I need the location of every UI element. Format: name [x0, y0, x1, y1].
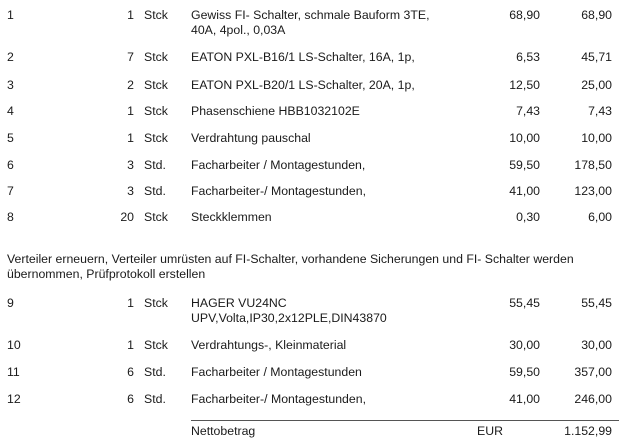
line-total: 55,45 [581, 296, 612, 310]
unit-price: 55,45 [509, 296, 540, 310]
position-number: 12 [7, 392, 21, 406]
description-line: Steckklemmen [191, 210, 272, 224]
unit-price: 59,50 [509, 158, 540, 172]
line-item-row [0, 210, 644, 240]
line-item-row [0, 50, 644, 80]
item-description [191, 131, 311, 146]
line-item-row [0, 365, 644, 395]
unit: Std. [144, 392, 166, 406]
quantity: 6 [127, 365, 134, 379]
quantity: 1 [127, 338, 134, 352]
unit: Stck [144, 50, 168, 64]
unit-price: 6,53 [516, 50, 540, 64]
unit-price: 10,00 [509, 131, 540, 145]
quantity: 1 [127, 104, 134, 118]
description-line: Phasenschiene HBB1032102E [191, 104, 360, 118]
line-item-row [0, 338, 644, 368]
unit: Stck [144, 296, 168, 310]
item-description [191, 78, 415, 93]
quantity: 6 [127, 392, 134, 406]
quantity: 7 [127, 50, 134, 64]
position-number: 3 [7, 78, 14, 92]
quantity: 20 [120, 210, 134, 224]
unit: Stck [144, 338, 168, 352]
quantity: 1 [127, 131, 134, 145]
quantity: 3 [127, 184, 134, 198]
net-amount-value: 1.152,99 [564, 424, 612, 438]
unit-price: 0,30 [516, 210, 540, 224]
unit: Std. [144, 365, 166, 379]
position-number: 7 [7, 184, 14, 198]
position-number: 4 [7, 104, 14, 118]
line-total: 30,00 [581, 338, 612, 352]
line-total: 123,00 [574, 184, 612, 198]
item-description [191, 104, 360, 119]
unit: Std. [144, 158, 166, 172]
description-line: Verdrahtungs-, Kleinmaterial [191, 338, 347, 352]
line-item-row [0, 8, 644, 38]
unit: Stck [144, 210, 168, 224]
net-amount-currency: EUR [477, 424, 503, 438]
note-line: Verteiler erneuern, Verteiler umrüsten auf FI-Schalter, vorhandene Sicherungen und FI- Schalter werden [7, 252, 574, 266]
line-total: 7,43 [588, 104, 612, 118]
unit: Stck [144, 131, 168, 145]
item-description [191, 338, 346, 353]
note-line: übernommen, Prüfprotokoll erstellen [7, 267, 206, 281]
description-line: UPV,Volta,IP30,2x12PLE,DIN43870 [191, 311, 387, 325]
item-description [191, 184, 366, 199]
line-total: 6,00 [588, 210, 612, 224]
description-line: Facharbeiter-/ Montagestunden, [191, 184, 366, 198]
item-description [191, 158, 365, 173]
quantity: 2 [127, 78, 134, 92]
quantity: 3 [127, 158, 134, 172]
item-description [191, 392, 366, 407]
line-total: 178,50 [574, 158, 612, 172]
line-item-row [0, 296, 644, 326]
quantity: 1 [127, 296, 134, 310]
description-line: Facharbeiter / Montagestunden [191, 365, 362, 379]
position-number: 6 [7, 158, 14, 172]
position-number: 5 [7, 131, 14, 145]
description-line: 40A, 4pol., 0,03A [191, 23, 286, 37]
line-total: 246,00 [574, 392, 612, 406]
item-description [191, 210, 272, 225]
line-item-row [0, 104, 644, 134]
item-description [191, 365, 362, 380]
line-total: 45,71 [581, 50, 612, 64]
item-description [191, 296, 387, 326]
description-line: Gewiss FI- Schalter, schmale Bauform 3TE, [191, 8, 430, 22]
unit-price: 41,00 [509, 392, 540, 406]
description-line: Facharbeiter / Montagestunden, [191, 158, 366, 172]
unit-price: 12,50 [509, 78, 540, 92]
description-line: Verdrahtung pauschal [191, 131, 311, 145]
description-line: Facharbeiter-/ Montagestunden, [191, 392, 366, 406]
quantity: 1 [127, 8, 134, 22]
unit: Stck [144, 8, 168, 22]
position-number: 2 [7, 50, 14, 64]
work-description-note [7, 252, 627, 282]
description-line: EATON PXL-B20/1 LS-Schalter, 20A, 1p, [191, 78, 415, 92]
unit-price: 68,90 [509, 8, 540, 22]
line-item-row [0, 392, 644, 422]
unit: Std. [144, 184, 166, 198]
description-line: HAGER VU24NC [191, 296, 287, 310]
unit-price: 41,00 [509, 184, 540, 198]
unit-price: 30,00 [509, 338, 540, 352]
total-divider [191, 420, 619, 421]
net-amount-label: Nettobetrag [191, 424, 256, 438]
line-total: 10,00 [581, 131, 612, 145]
position-number: 9 [7, 296, 14, 310]
position-number: 10 [7, 338, 21, 352]
item-description [191, 8, 430, 38]
unit-price: 59,50 [509, 365, 540, 379]
position-number: 11 [7, 365, 20, 379]
line-total: 25,00 [581, 78, 612, 92]
description-line: EATON PXL-B16/1 LS-Schalter, 16A, 1p, [191, 50, 415, 64]
item-description [191, 50, 415, 65]
unit-price: 7,43 [516, 104, 540, 118]
position-number: 8 [7, 210, 14, 224]
unit: Stck [144, 78, 168, 92]
line-item-row [0, 131, 644, 161]
unit: Stck [144, 104, 168, 118]
line-total: 68,90 [581, 8, 612, 22]
line-total: 357,00 [574, 365, 612, 379]
position-number: 1 [7, 8, 14, 22]
